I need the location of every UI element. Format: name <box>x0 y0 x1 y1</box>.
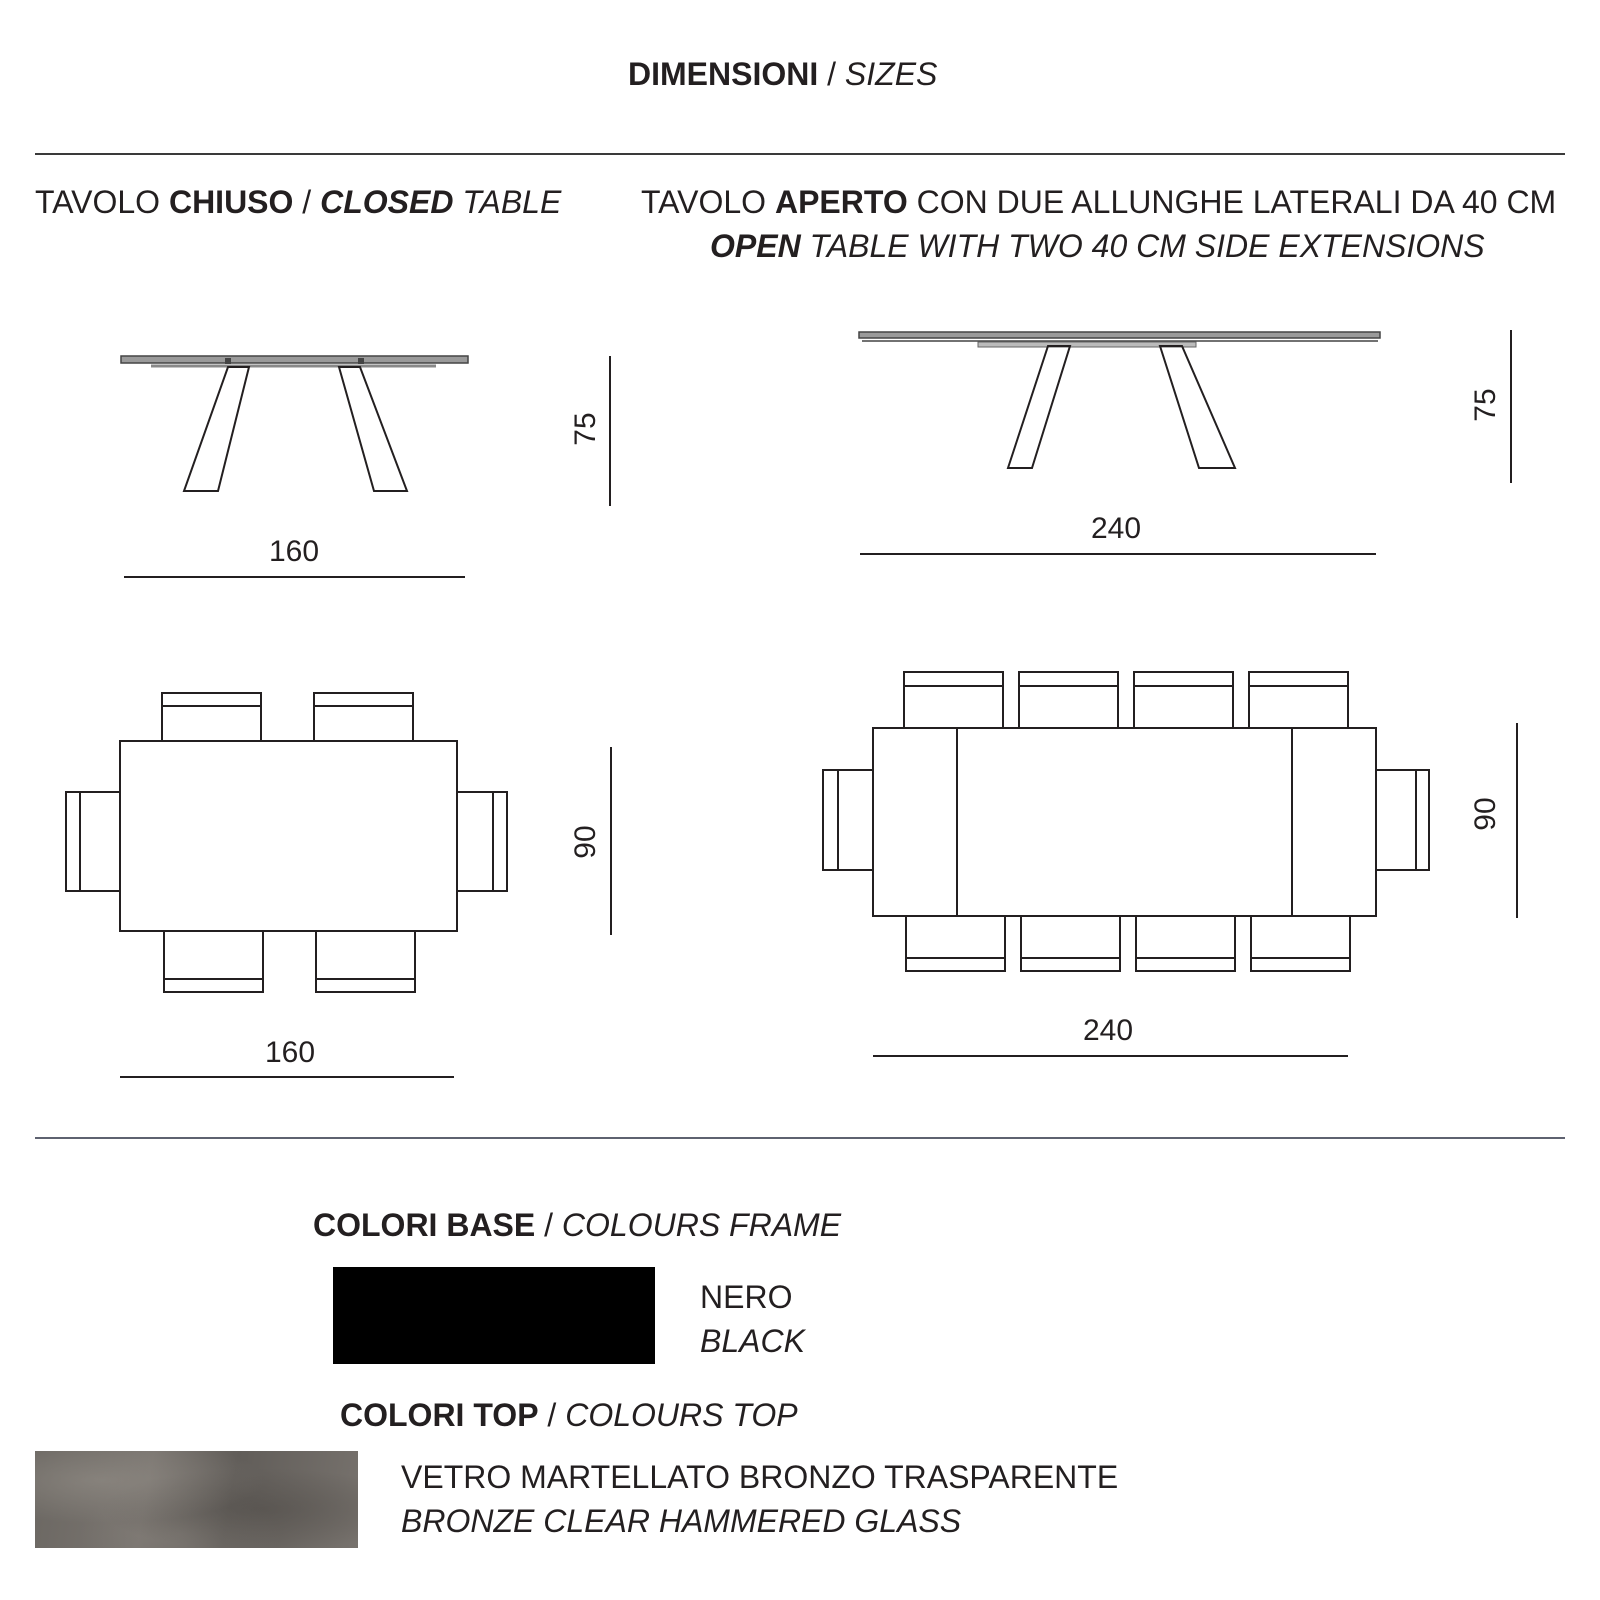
frame-colour-name-it: NERO <box>700 1279 793 1315</box>
frame-colour-name-en: BLACK <box>700 1323 805 1359</box>
top-colour-name-en: BRONZE CLEAR HAMMERED GLASS <box>401 1503 962 1539</box>
closed-top-depth-label: 90 <box>569 825 602 859</box>
open-table-side-view <box>859 332 1380 468</box>
page-title: DIMENSIONI / SIZES <box>628 56 938 92</box>
open-top-width-label: 240 <box>1083 1014 1134 1047</box>
closed-table-top-view <box>66 693 507 992</box>
open-side-width-label: 240 <box>1091 512 1142 545</box>
open-table-heading-line2: OPEN TABLE WITH TWO 40 CM SIDE EXTENSIONS <box>710 228 1485 264</box>
closed-side-height-label: 75 <box>569 412 602 446</box>
bronze-glass-swatch <box>35 1451 358 1548</box>
black-frame-swatch <box>333 1267 655 1364</box>
open-side-height-label: 75 <box>1469 388 1502 422</box>
open-table-top-view <box>823 672 1429 971</box>
top-colour-name-it: VETRO MARTELLATO BRONZO TRASPARENTE <box>401 1459 1119 1495</box>
middle-divider <box>35 1137 1565 1139</box>
closed-top-width-label: 160 <box>265 1036 316 1069</box>
closed-side-width-label: 160 <box>269 535 320 568</box>
open-top-depth-label: 90 <box>1469 797 1502 831</box>
colours-frame-heading: COLORI BASE / COLOURS FRAME <box>313 1207 842 1243</box>
closed-table-side-view <box>121 356 468 491</box>
closed-table-heading: TAVOLO CHIUSO / CLOSED TABLE <box>35 184 562 220</box>
colours-top-heading: COLORI TOP / COLOURS TOP <box>340 1397 798 1433</box>
open-table-heading-line1: TAVOLO APERTO CON DUE ALLUNGHE LATERALI DA 40 CM <box>641 184 1557 220</box>
